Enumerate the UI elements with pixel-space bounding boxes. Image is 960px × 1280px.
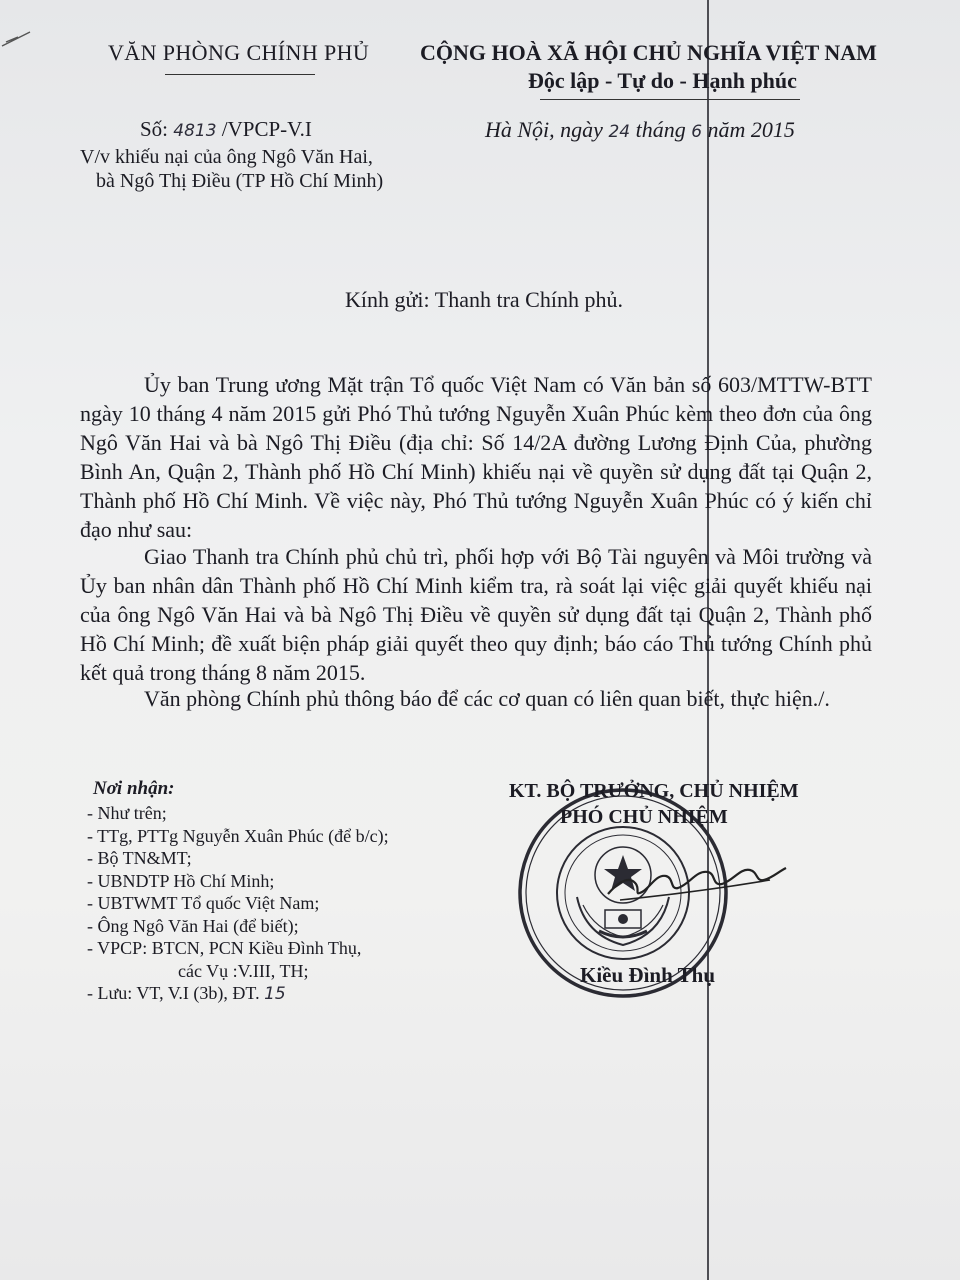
pen-mark xyxy=(0,20,38,50)
recipients-title: Nơi nhận: xyxy=(93,778,175,799)
document-number-suffix: /VPCP-V.I xyxy=(221,117,312,141)
signer-name: Kiều Đình Thụ xyxy=(580,963,716,987)
recipient-item: - Bộ TN&MT; xyxy=(87,848,192,868)
nation-title: CỘNG HOÀ XÃ HỘI CHỦ NGHĨA VIỆT NAM xyxy=(420,40,877,65)
recipient-item: - Như trên; xyxy=(87,803,167,823)
document-number xyxy=(140,117,312,142)
date-suffix: năm 2015 xyxy=(707,117,795,142)
signature-subtitle: PHÓ CHỦ NHIỆM xyxy=(560,806,728,828)
recipient-item: các Vụ :V.III, TH; xyxy=(178,960,309,981)
subject-line-2: bà Ngô Thị Điều (TP Hồ Chí Minh) xyxy=(96,170,384,192)
date-middle: tháng xyxy=(635,117,686,142)
document-number-handwritten: 4813 xyxy=(173,121,217,141)
subject-line-1: V/v khiếu nại của ông Ngô Văn Hai, xyxy=(80,146,373,168)
body-paragraph-3: Văn phòng Chính phủ thông báo để các cơ quan có liên quan biết, thực hiện./. xyxy=(144,686,830,711)
agency-underline xyxy=(165,74,315,75)
date-month: 6 xyxy=(691,122,703,142)
motto-underline xyxy=(540,99,800,100)
archive-text: - Lưu: VT, V.I (3b), ĐT. xyxy=(87,983,260,1003)
signature-title: KT. BỘ TRƯỞNG, CHỦ NHIỆM xyxy=(509,780,799,802)
recipient-item: - VPCP: BTCN, PCN Kiều Đình Thụ, xyxy=(87,938,362,958)
national-motto: Độc lập - Tự do - Hạnh phúc xyxy=(528,68,797,93)
date-day: 24 xyxy=(608,122,631,142)
body-paragraph-2: Giao Thanh tra Chính phủ chủ trì, phối hợp với Bộ Tài nguyên và Môi trường và Ủy ban nhân dân Thành phố Hồ Chí Minh kiểm tra, rà soát lại việc giải quyết khiếu nại của ông Ngô Văn Hai và bà Ngô Thị Điều về quyền sử dụng đất tại Quận 2, Thành phố Hồ Chí Minh; đề xuất biện pháp giải quyết theo quy định; báo cáo Thủ tướng Chính phủ kết quả trong tháng 8 năm 2015. xyxy=(80,544,872,685)
recipient-item: - TTg, PTTg Nguyễn Xuân Phúc (để b/c); xyxy=(87,825,389,846)
recipient-item: - UBTWMT Tổ quốc Việt Nam; xyxy=(87,893,320,913)
issuing-agency: VĂN PHÒNG CHÍNH PHỦ xyxy=(108,40,370,65)
body-paragraph-1: Ủy ban Trung ương Mặt trận Tổ quốc Việt Nam có Văn bản số 603/MTTW-BTT ngày 10 tháng 4 năm 2015 gửi Phó Thủ tướng Nguyễn Xuân Phúc kèm theo đơn của ông Ngô Văn Hai và bà Ngô Thị Điều (địa chỉ: Số 14/2A đường Lương Định Của, phường Bình An, Quận 2, Thành phố Hồ Chí Minh) khiếu nại về quyền sử dụng đất tại Quận 2, Thành phố Hồ Chí Minh. Về việc này, Phó Thủ tướng Nguyễn Xuân Phúc có ý kiến chỉ đạo như sau: xyxy=(80,372,872,542)
document-number-prefix: Số: xyxy=(140,117,169,141)
recipient-item: - Ông Ngô Văn Hai (để biết); xyxy=(87,915,299,936)
issue-date xyxy=(485,117,795,143)
recipient-archive xyxy=(87,982,389,1006)
date-prefix: Hà Nội, ngày xyxy=(485,117,603,142)
recipients-list xyxy=(87,802,389,1006)
greeting: Kính gửi: Thanh tra Chính phủ. xyxy=(345,287,623,312)
recipient-item: - UBNDTP Hồ Chí Minh; xyxy=(87,870,275,891)
archive-handwritten-count: 15 xyxy=(264,984,286,1004)
handwritten-signature xyxy=(600,850,790,910)
